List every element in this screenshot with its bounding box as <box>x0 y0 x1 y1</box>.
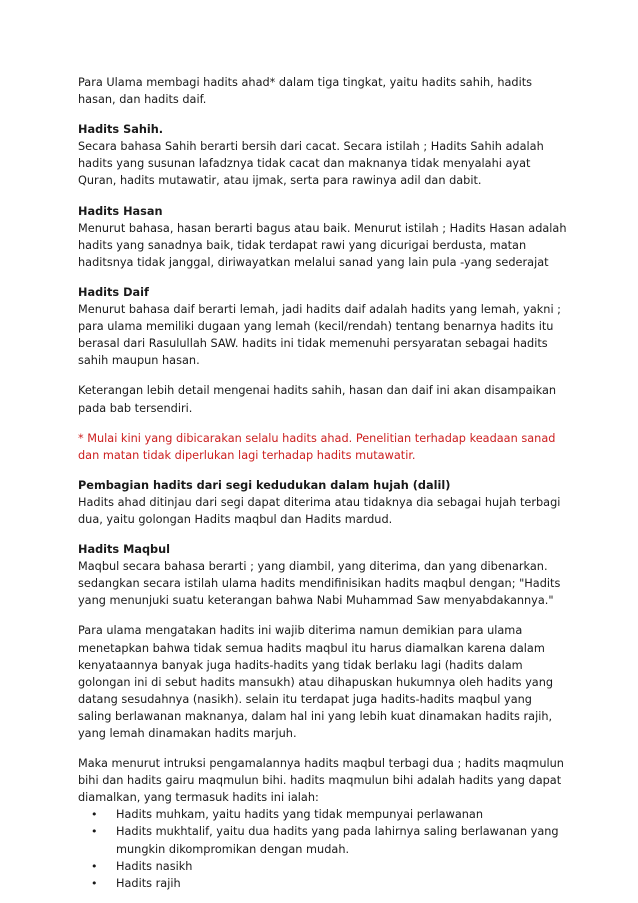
section-sahih <box>78 121 568 189</box>
body-maqbul: Maqbul secara bahasa berarti ; yang diambil, yang diterima, dan yang dibenarkan. sedangkan secara istilah ulama hadits mendifinisikan hadits maqbul dengan; "Hadits yang menunjuki suatu keterangan bahwa Nabi Muhammad Saw menyabdakannya." <box>78 560 561 608</box>
heading-daif: Hadits Daif <box>78 285 149 299</box>
footnote-ahad: * Mulai kini yang dibicarakan selalu hadits ahad. Penelitian terhadap keadaan sanad dan matan tidak diperlukan lagi terhadap hadits mutawatir. <box>78 431 556 462</box>
body-sahih: Secara bahasa Sahih berarti bersih dari cacat. Secara istilah ; Hadits Sahih adalah hadits yang susunan lafadznya tidak cacat dan maknanya tidak menyalahi ayat Quran, hadits mutawatir, atau ijmak, serta para rawinya adil dan dabit. <box>78 140 544 188</box>
heading-pembagian: Pembagian hadits dari segi kedudukan dalam hujah (dalil) <box>78 478 451 492</box>
bullet-icon: • <box>91 859 98 873</box>
section-pembagian <box>78 477 568 528</box>
section-maqbul <box>78 541 568 609</box>
keterangan-paragraph: Keterangan lebih detail mengenai hadits sahih, hasan dan daif ini akan disampaikan pada bab tersendiri. <box>78 384 557 415</box>
document-page <box>78 74 568 892</box>
bullet-icon: • <box>91 808 98 822</box>
section-hasan <box>78 203 568 271</box>
list-item-text: Hadits rajih <box>116 876 181 890</box>
heading-maqbul: Hadits Maqbul <box>78 543 171 557</box>
hadits-list <box>78 806 568 891</box>
maka-paragraph: Maka menurut intruksi pengamalannya hadits maqbul terbagi dua ; hadits maqmulun bihi dan hadits gairu maqmulun bihi. hadits maqmulun bihi adalah hadits yang dapat diamalkan, yang termasuk hadits ini ialah: <box>78 757 564 805</box>
list-item-text: Hadits mukhtalif, yaitu dua hadits yang pada lahirnya saling berlawanan yang mungkin dikompromikan dengan mudah. <box>116 825 559 856</box>
section-daif <box>78 284 568 369</box>
body-pembagian: Hadits ahad ditinjau dari segi dapat diterima atau tidaknya dia sebagai hujah terbagi dua, yaitu golongan Hadits maqbul dan Hadits mardud. <box>78 495 561 526</box>
intro-paragraph: Para Ulama membagi hadits ahad* dalam tiga tingkat, yaitu hadits sahih, hadits hasan, dan hadits daif. <box>78 76 533 107</box>
body-hasan: Menurut bahasa, hasan berarti bagus atau baik. Menurut istilah ; Hadits Hasan adalah hadits yang sanadnya baik, tidak terdapat rawi yang dicurigai berdusta, matan haditsnya tidak janggal, diriwayatkan melalui sanad yang lain pula -yang sederajat <box>78 221 567 269</box>
bullet-icon: • <box>91 825 98 839</box>
para-ulama-paragraph: Para ulama mengatakan hadits ini wajib diterima namun demikian para ulama menetapkan bahwa tidak semua hadits maqbul itu harus diamalkan karena dalam kenyataannya banyak juga hadits-hadits yang tidak berlaku lagi (hadits dalam golongan ini di sebut hadits mansukh) atau dihapuskan hukumnya oleh hadits yang datang sesudahnya (nasikh). selain itu terdapat juga hadits-hadits maqbul yang saling berlawanan maknanya, dalam hal ini yang lebih kuat dinamakan hadits rajih, yang lemah dinamakan hadits marjuh. <box>78 624 554 740</box>
list-item <box>78 858 568 875</box>
heading-sahih: Hadits Sahih. <box>78 123 164 137</box>
list-item <box>78 875 568 892</box>
list-item-text: Hadits muhkam, yaitu hadits yang tidak mempunyai perlawanan <box>116 808 483 822</box>
list-item <box>78 806 568 823</box>
body-daif: Menurut bahasa daif berarti lemah, jadi hadits daif adalah hadits yang lemah, yakni ; para ulama memiliki dugaan yang lemah (kecil/rendah) tentang benarnya hadits itu berasal dari Rasulullah SAW. hadits ini tidak memenuhi persyaratan sebagai hadits sahih maupun hasan. <box>78 303 561 368</box>
list-item-text: Hadits nasikh <box>116 859 193 873</box>
list-item <box>78 823 568 857</box>
heading-hasan: Hadits Hasan <box>78 204 163 218</box>
bullet-icon: • <box>91 876 98 890</box>
